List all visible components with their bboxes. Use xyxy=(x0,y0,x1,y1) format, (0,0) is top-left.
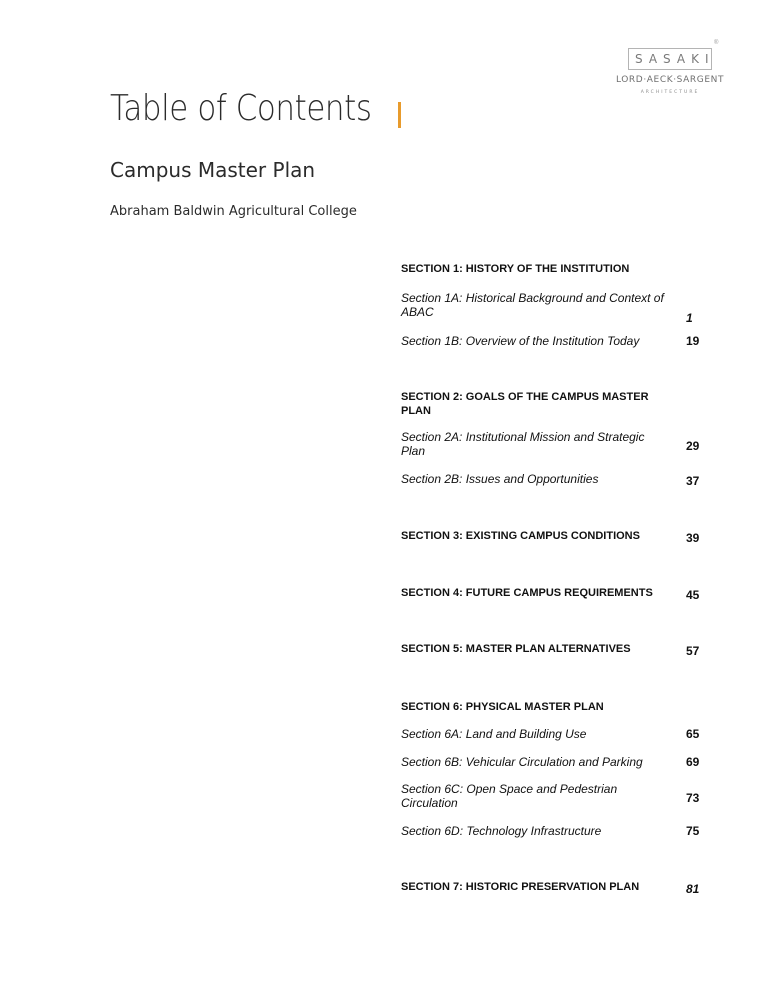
toc-page-6c: 73 xyxy=(686,791,700,805)
sasaki-lord-aeck-sargent-logo xyxy=(614,40,726,100)
toc-entry-6a[interactable]: Section 6A: Land and Building Use xyxy=(401,727,587,741)
partner-name: LORD·AECK·SARGENT xyxy=(615,75,725,85)
title-accent-bar xyxy=(398,102,401,128)
toc-entry-1a[interactable]: Section 1A: Historical Background and Context of ABAC xyxy=(401,291,664,319)
partner-tagline: ARCHITECTURE xyxy=(640,90,700,95)
page-title: Table of Contents xyxy=(110,88,372,129)
toc-section-5[interactable]: SECTION 5: MASTER PLAN ALTERNATIVES xyxy=(401,643,631,655)
toc-entry-1b[interactable]: Section 1B: Overview of the Institution Today xyxy=(401,334,640,348)
toc-page-6a: 65 xyxy=(686,727,700,741)
toc-entry-6d[interactable]: Section 6D: Technology Infrastructure xyxy=(401,824,602,838)
toc-page-1b: 19 xyxy=(686,334,700,348)
toc-section-6[interactable]: SECTION 6: PHYSICAL MASTER PLAN xyxy=(401,701,604,713)
toc-page-section-7: 81 xyxy=(686,882,700,896)
toc-page-6d: 75 xyxy=(686,824,700,838)
toc-page-6b: 69 xyxy=(686,755,700,769)
toc-section-3[interactable]: SECTION 3: EXISTING CAMPUS CONDITIONS xyxy=(401,530,640,542)
toc-entry-2b[interactable]: Section 2B: Issues and Opportunities xyxy=(401,472,599,486)
toc-page-2b: 37 xyxy=(686,474,700,488)
institution-name: Abraham Baldwin Agricultural College xyxy=(110,204,357,219)
toc-section-7[interactable]: SECTION 7: HISTORIC PRESERVATION PLAN xyxy=(401,881,640,893)
toc-page-section-4: 45 xyxy=(686,588,700,602)
toc-section-1[interactable]: SECTION 1: HISTORY OF THE INSTITUTION xyxy=(401,263,630,275)
toc-section-2[interactable]: SECTION 2: GOALS OF THE CAMPUS MASTER PLAN xyxy=(401,391,649,417)
toc-page-2a: 29 xyxy=(686,439,700,453)
toc-page-1a: 1 xyxy=(686,311,693,325)
toc-section-4[interactable]: SECTION 4: FUTURE CAMPUS REQUIREMENTS xyxy=(401,587,653,599)
toc-entry-6c[interactable]: Section 6C: Open Space and Pedestrian Circulation xyxy=(401,782,618,810)
document-subtitle: Campus Master Plan xyxy=(110,158,316,182)
sasaki-logo-box: SASAKI xyxy=(628,48,712,70)
toc-entry-2a[interactable]: Section 2A: Institutional Mission and Strategic Plan xyxy=(401,430,645,458)
toc-page-section-3: 39 xyxy=(686,531,700,545)
toc-entry-6b[interactable]: Section 6B: Vehicular Circulation and Parking xyxy=(401,755,643,769)
toc-page-section-5: 57 xyxy=(686,644,700,658)
registered-mark: ® xyxy=(714,40,719,46)
